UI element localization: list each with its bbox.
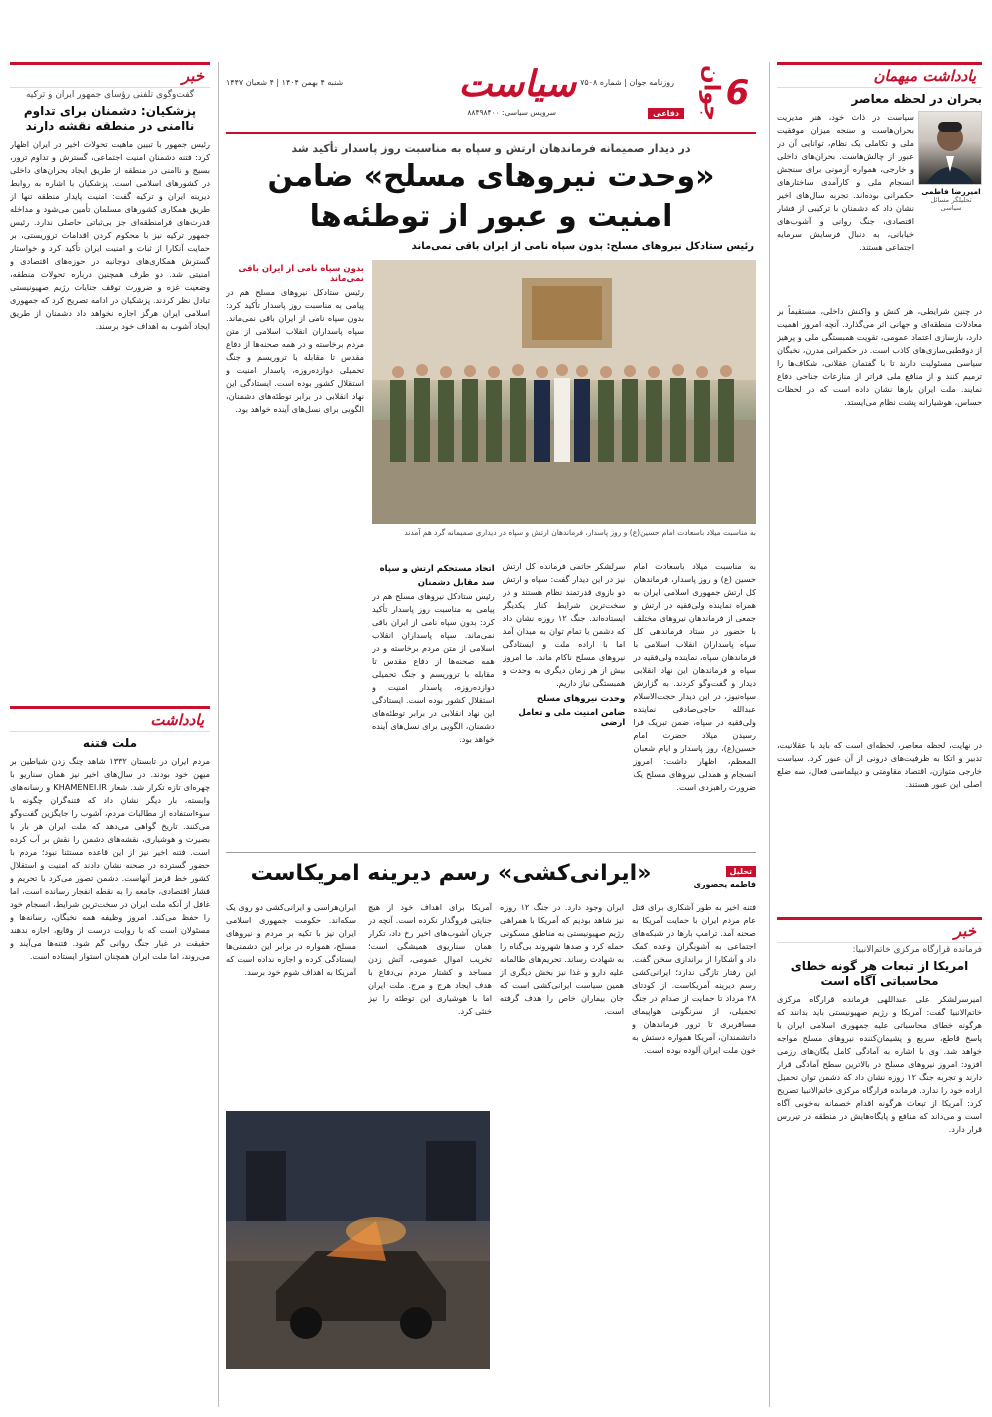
left-note-ribbon (10, 706, 210, 732)
author-role: تحلیلگر مسائل سیاسی (930, 196, 972, 212)
lead-text-columns (372, 560, 756, 840)
left-news-subtitle: گفت‌وگوی تلفنی رؤسای جمهور ایران و ترکیه (25, 90, 195, 100)
masthead-tag-label: دفاعی (653, 109, 679, 118)
feature-divider (226, 852, 756, 853)
lead-headline: «وحدت نیروهای مسلح» ضامن امنیت و عبور از توطئه‌ها (267, 159, 715, 234)
left-news-ribbon-label: خبر (181, 67, 204, 85)
lead-body-2: سرلشکر حاتمی فرمانده کل ارتش نیز در این دیدار گفت: سپاه و ارتش دو بازوی قدرتمند نظام هستند و در سخت‌ترین شرایط کنار یکدیگر ایستاده‌اند. جنگ ۱۲ روزه نشان داد که دشمن با تمام توان به میدان آمد اما با اراده ملت و ایستادگی نیروهای مسلح ناکام ماند. ما امروز بیش از هر زمان دیگری به وحدت و همبستگی نیاز داریم. (502, 561, 626, 688)
left-news-ribbon (10, 62, 210, 88)
feature-photo-image (226, 1111, 490, 1369)
lead-side-bullet: بدون سپاه نامی از ایران باقی نمی‌ماند (238, 264, 364, 284)
masthead-tag (648, 108, 684, 119)
feature-tag (726, 866, 756, 877)
feature-body-2: ایران وجود دارد. در جنگ ۱۲ روزه نیز شاهد بودیم که آمریکا با همراهی رژیم صهیونیستی به مناطق مسکونی حمله کرد و صدها شهروند بی‌گناه را به شهادت رساند. تحریم‌های ظالمانه علیه دارو و غذا نیز بخش دیگری از همین سیاست ایرانی‌کشی است که جان بیماران خاص را هدف گرفته است. (500, 902, 624, 1016)
masthead-logo (692, 64, 756, 122)
right-news-title: امریکا از تبعات هر گونه خطای محاسباتی آگاه است (790, 959, 969, 988)
masthead-logo-number: 6 (725, 73, 750, 113)
feature-col-1 (632, 901, 756, 1371)
right-news-body: امیرسرلشکر علی عبداللهی فرمانده قرارگاه مرکزی خاتم‌الانبیا گفت: آمریکا و رژیم صهیونیستی باید بدانند که هرگونه خطای محاسباتی علیه جمهوری اسلامی ایران با پاسخ قاطع، سریع و پشیمان‌کننده نیروهای مسلح مواجه خواهد شد. وی با اشاره به آمادگی کامل یگان‌های رزمی افزود: امروز نیروهای مسلح در بالاترین سطح آمادگی قرار دارند و تجربه جنگ ۱۲ روزه نشان داد که دشمن توان تحمیل اراده خود را ندارد. فرمانده قرارگاه مرکزی خاتم‌الانبیا تصریح کرد: آمریکا از تبعات هرگونه اقدام خصمانه به‌خوبی آگاه است و می‌داند که منافع و پایگاه‌هایش در منطقه در تیررس قرار دارد. (777, 994, 982, 1134)
left-news-body: رئیس جمهور با تبیین ماهیت تحولات اخیر در ایران اظهار کرد: فتنه دشمنان امنیت اجتماعی، گسترش و تداوم ترور، بسیج و ناامنی در منطقه از طریق ایجاد بحران‌های داخلی در کشورهای اسلامی است. پزشکیان با اشاره به روابط دیرینه ایران و ترکیه گفت: امنیت پایدار منطقه تنها از طریق همکاری کشورهای مسلمان تأمین می‌شود و مداخله قدرت‌های فرامنطقه‌ای جز بی‌ثباتی حاصلی ندارد. رئیس جمهور ترکیه نیز با محکوم کردن اقدامات تروریستی، بر حمایت آنکارا از ثبات و امنیت ایران تأکید کرد و خواستار گسترش همکاری‌های دوجانبه در حوزه‌های اقتصادی و امنیتی شد. دو طرف همچنین درباره تحولات منطقه، وضعیت غزه و ضرورت توقف جنایات رژیم صهیونیستی تبادل نظر کردند. پزشکیان در ادامه تصریح کرد که جمهوری اسلامی ایران هرگز اجازه نخواهد داد دشمنان از طریق ایجاد آشوب به اهداف خود برسند. (10, 139, 210, 331)
right-column (777, 62, 982, 1410)
lead-kicker: در دیدار صمیمانه فرماندهان ارتش و سپاه به مناسبت روز پاسدار تأکید شد (291, 142, 691, 155)
person-silhouette-icon (919, 112, 981, 184)
feature-col-2 (500, 901, 624, 1371)
center-area (226, 62, 756, 1412)
lead-photo (372, 260, 756, 524)
guest-note-ribbon (777, 62, 982, 88)
lead-bullet-3: اتحاد مستحکم ارتش و سپاه (379, 564, 495, 574)
feature-columns (226, 901, 756, 1371)
right-news-ribbon-label: خبر (953, 922, 976, 940)
lead-bullet-4: سد مقابل دشمنان (417, 578, 495, 588)
guest-note-paragraph-2: در چنین شرایطی، هر کنش و واکنش داخلی، مستقیماً بر معادلات منطقه‌ای و جهانی اثر می‌گذارد. آنچه امروز اهمیت دارد، بازسازی اعتماد عمومی، تقویت همبستگی ملی و پرهیز از دوقطبی‌سازی‌های کاذب است. در حکمرانی مدرن، نخبگان سیاسی مسئولیت دارند تا با گفتمان عقلانی، شکاف‌ها را ترمیم کنند و از منافع ملی فراتر از منازعات جناحی دفاع نمایند. ملت ایران بارها نشان داده است که در لحظات حساس، هوشیارانه پشت نظام می‌ایستد. (777, 306, 982, 407)
feature-tag-block (686, 859, 756, 889)
left-column (10, 62, 210, 1410)
guest-note-title: بحران در لحظه معاصر (851, 92, 982, 106)
author-name: امیررضا فاطمی (921, 187, 981, 196)
feature-headline: «ایرانی‌کشی» رسم دیرینه امریکاست (250, 861, 652, 886)
left-column-rule (218, 62, 219, 1407)
left-note-body: مردم ایران در تابستان ۱۳۳۲ شاهد چنگ زدن شیاطین بر میهن خود بودند. در سال‌های اخیر نیز همان سناریو با چهره‌ای تازه تکرار شد. شعار KHAMENEI.IR و رسانه‌های وابسته، بار دیگر نشان داد که فتنه‌گران چگونه با سوءاستفاده از مطالبات مردم، آشوب را جایگزین گفت‌وگو می‌کنند. تاریخ گواهی می‌دهد که ملت ایران هر بار با بصیرت و هوشیاری، نقشه‌های دشمن را نقش بر آب کرده است. فتنه اخیر نیز از این قاعده مستثنا نبود؛ مردم با حضور گسترده در صحنه نشان دادند که امنیت و استقلال کشور خط قرمز آنهاست. دشمن تصور می‌کرد با تحریم و فشار اقتصادی، جامعه را به نقطه انفجار رسانده است، اما غافل از آنکه ملت ایران در سخت‌ترین شرایط، انسجام خود را حفظ می‌کند. امروز وظیفه همه نخبگان، رسانه‌ها و مسئولان است که با روایت درست از وقایع، اجازه ندهند حقیقت در غبار جنگ روانی گم شود. فتنه‌ها می‌آیند و می‌روند، اما ملت ایران همچنان استوار ایستاده است. (10, 756, 210, 961)
feature-body-4: ایران‌هراسی و ایرانی‌کشی دو روی یک سکه‌اند. حکومت جمهوری اسلامی ایران نیز با تکیه بر مردم و نیروهای مسلح، همواره در برابر این دشمنی‌ها ایستادگی کرده و اجازه نداده است که آمریکا به اهداف شوم خود برسد. (226, 902, 356, 977)
feature-photo (226, 1111, 490, 1369)
lead-body-1: به مناسبت میلاد باسعادت امام حسین (ع) و روز پاسدار، فرماندهان کل ارتش جمهوری اسلامی ایران به همراه نماینده ولی‌فقیه در ارتش و جمعی از فرماندهان نیروهای مختلف با حضور در ستاد فرماندهی کل سپاه پاسداران انقلاب اسلامی با فرماندهان سپاه، نماینده ولی‌فقیه در سپاه و فرماندهان این نهاد انقلابی دیدار و گفت‌وگو کردند. به گزارش سپاه‌نیوز، در این دیدار حجت‌الاسلام عبدالله حاجی‌صادقی نماینده ولی‌فقیه در سپاه، ضمن تبریک فرا رسیدن میلاد حضرت امام حسین(ع)، روز پاسدار و ایام شعبان المعظم، اظهار داشت: امروز انسجام و همدلی نیروهای مسلح یک ضرورت راهبردی است. (633, 561, 756, 792)
author-block (920, 111, 982, 301)
left-note-ribbon-label: یادداشت (150, 711, 204, 729)
guest-note-paragraph-3: در نهایت، لحظه معاصر، لحظه‌ای است که باید با عقلانیت، تدبیر و اتکا به ظرفیت‌های درونی از آن عبور کرد. سیاست خارجی متوازن، اقتصاد مقاومتی و دیپلماسی فعال، سه ضلع اصلی این عبور هستند. (777, 740, 982, 789)
masthead-date-line: شنبه ۴ بهمن ۱۴۰۴ | ۴ شعبان ۱۴۴۷ (226, 78, 344, 87)
lead-photo-wrapper (372, 260, 756, 538)
feature-tag-label: تحلیل (729, 867, 752, 876)
feature-story (226, 859, 756, 1379)
lead-story (226, 260, 756, 840)
author-photo (918, 111, 982, 185)
masthead-service-line: سرویس سیاسی: ۸۸۴۹۸۴۰۰ (467, 108, 556, 117)
masthead-paper-line: روزنامه جوان | شماره ۷۵۰۸ (580, 78, 674, 87)
lead-text-col-1 (633, 560, 756, 840)
lead-text-col-2 (503, 560, 626, 840)
lead-photo-caption: به مناسبت میلاد باسعادت امام حسین(ع) و روز پاسدار، فرماندهان ارتش و سپاه در دیداری صمیمانه گرد هم آمدند (404, 528, 756, 537)
lead-text-col-3 (372, 560, 495, 840)
masthead-section-title: سیاست (458, 64, 576, 105)
masthead-logo-text: جوان (698, 65, 724, 121)
lead-subhead: رئیس ستادکل نیروهای مسلح: بدون سپاه نامی از ایران باقی نمی‌ماند (411, 241, 754, 252)
lead-photo-image (372, 260, 756, 524)
feature-body-1: فتنه اخیر به طور آشکاری برای قتل عام مردم ایران با حمایت آمریکا به صحنه آمد. ترامپ بارها در شبکه‌های اجتماعی به آشوبگران وعده کمک داد و آشکارا از براندازی سخن گفت. این رفتار تازگی ندارد؛ ایرانی‌کشی رسم دیرینه آمریکاست. از کودتای ۲۸ مرداد تا حمایت از صدام در جنگ تحمیلی، از سرنگونی هواپیمای مسافربری تا ترور فرماندهان و دانشمندان، آمریکا همواره دستش به خون ملت ایران آلوده بوده است. (632, 902, 756, 1055)
guest-note-top (777, 111, 982, 301)
lead-bullet-2: ضامن امنیت ملی و تعامل ارضی (518, 708, 626, 728)
left-news-title: پزشکیان: دشمنان برای تداوم ناامنی در منطقه نقشه دارند (23, 104, 197, 133)
lead-bullet-1: وحدت نیروهای مسلح (536, 694, 626, 704)
guest-note-ribbon-label: یادداشت میهمان (873, 67, 976, 85)
feature-col-3 (368, 901, 492, 1101)
right-news-subtitle: فرمانده قرارگاه مرکزی خاتم‌الانبیا: (852, 945, 982, 955)
guest-note-paragraph-1: سیاست در ذات خود، هنر مدیریت بحران‌هاست و سنجه میزان موفقیت ملی و تکاملی یک نظام، توانایی آن در عبور از چالش‌هاست. بحران‌های داخلی و خارجی، همواره آزمونی برای سنجش انسجام ملی و کارآمدی ساختارهای حکمرانی بوده‌اند. تجربه سال‌های اخیر نشان داد که دشمنان با ترکیبی از فشار اقتصادی، جنگ روانی و آشوب‌های خیابانی، به دنبال فرسایش سرمایه اجتماعی هستند. (777, 112, 914, 252)
feature-author: فاطمه یحصوری (693, 880, 756, 889)
lead-body-3b: رئیس ستادکل نیروهای مسلح هم در پیامی به مناسبت روز پاسدار تأکید کرد: بدون سپاه نامی از ایران باقی نمی‌ماند. سپاه پاسداران انقلاب اسلامی از متن مردم برخاسته و در همه صحنه‌ها از دفاع مقدس تا مقابله با تروریسم و جنگ تحمیلی دوازده‌روزه، پاسدار امنیت و استقلال کشور بوده است. ایستادگی این نهاد انقلابی در برابر توطئه‌های دشمنان، الگویی برای نسل‌های آینده خواهد بود. (371, 591, 495, 744)
lead-side-column (226, 260, 364, 840)
left-note-title: ملت فتنه (82, 736, 138, 750)
right-column-rule (769, 62, 770, 1407)
right-news-ribbon (777, 917, 982, 943)
lead-side-body: رئیس ستادکل نیروهای مسلح هم در پیامی به مناسبت روز پاسدار تأکید کرد: بدون سپاه نامی از ایران باقی نمی‌ماند. سپاه پاسداران انقلاب اسلامی از متن مردم برخاسته و در همه صحنه‌ها از دفاع مقدس تا مقابله با تروریسم و جنگ تحمیلی دوازده‌روزه، پاسدار امنیت و استقلال کشور بوده است. ایستادگی این نهاد انقلابی در برابر توطئه‌های دشمنان، الگویی برای نسل‌های آینده خواهد بود. (226, 287, 364, 414)
masthead (226, 62, 756, 134)
feature-body-3: آمریکا برای اهداف خود از هیچ جنایتی فروگذار نکرده است. آنچه در جریان آشوب‌های اخیر رخ داد، تکرار همان سناریوی همیشگی است؛ تخریب اموال عمومی، آتش زدن مساجد و کشتار مردم بی‌دفاع با هدف ایجاد هرج و مرج. ملت ایران اما با هوشیاری این توطئه را نیز خنثی کرد. (368, 902, 492, 1016)
feature-col-4 (226, 901, 356, 1101)
